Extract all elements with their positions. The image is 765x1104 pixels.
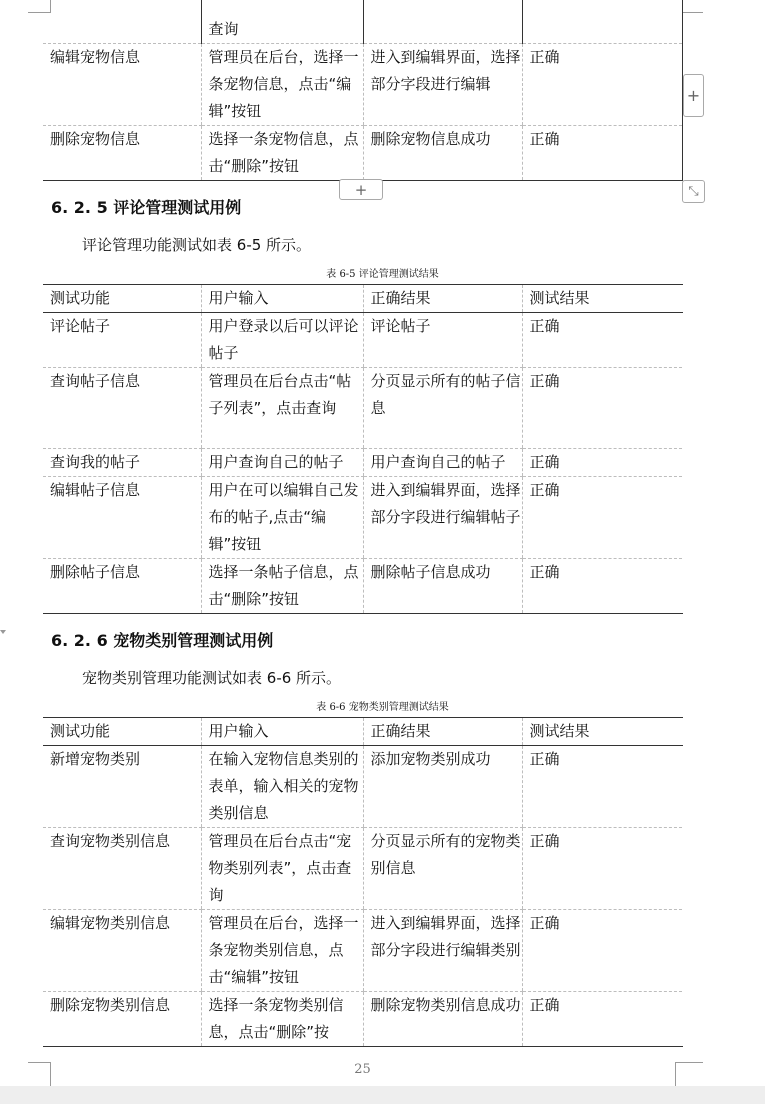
- table-cell: 编辑宠物类别信息: [43, 910, 201, 992]
- table-row: [43, 910, 682, 992]
- table-row: [43, 368, 682, 449]
- table-cell: 在输入宠物信息类别的表单，输入相关的宠物类别信息: [201, 746, 363, 828]
- table-cell: 进入到编辑界面，选择部分字段进行编辑: [363, 44, 522, 126]
- table-header-cell: 测试功能: [43, 718, 201, 746]
- table-header-cell: 正确结果: [363, 718, 522, 746]
- table-cell: 正确: [522, 910, 682, 992]
- table-cell: 查询我的帖子: [43, 449, 201, 477]
- table-cell: 正确: [522, 828, 682, 910]
- table-header-cell: 测试结果: [522, 718, 682, 746]
- add-row-button[interactable]: [339, 179, 383, 200]
- plus-icon: +: [686, 86, 701, 105]
- table-cell: 管理员在后台，选择一条宠物信息，点击“编辑”按钮: [201, 44, 363, 126]
- comment-test-table: [43, 284, 683, 614]
- table-header-cell: 用户输入: [201, 285, 363, 313]
- resize-icon: ⤡: [688, 184, 699, 199]
- table-cell: 删除宠物信息成功: [363, 126, 522, 181]
- table-header-cell: 正确结果: [363, 285, 522, 313]
- pet-category-test-table: [43, 717, 683, 1047]
- margin-marker: [0, 630, 6, 634]
- table-caption-6-6: 表 6-6 宠物类别管理测试结果: [316, 702, 449, 713]
- table-cell: 用户查询自己的帖子: [363, 449, 522, 477]
- table-caption-6-5: 表 6-5 评论管理测试结果: [326, 269, 439, 280]
- table-row: [43, 992, 682, 1047]
- table-cell: 评论帖子: [363, 313, 522, 368]
- table-cell: 编辑宠物信息: [43, 44, 201, 126]
- section-intro-625: 评论管理功能测试如表 6-5 所示。: [82, 236, 312, 254]
- table-cell: 添加宠物类别成功: [363, 746, 522, 828]
- table-header-cell: 测试功能: [43, 285, 201, 313]
- table-cell: 编辑帖子信息: [43, 477, 201, 559]
- table-cell: 正确: [522, 44, 682, 126]
- table-header-row: [43, 718, 682, 746]
- table-cell: 查询: [201, 0, 363, 44]
- table-cell: 正确: [522, 559, 682, 614]
- table-cell: 正确: [522, 449, 682, 477]
- viewer-bottom-strip: [0, 1086, 765, 1104]
- table-cell: 选择一条宠物类别信息，点击“删除”按: [201, 992, 363, 1047]
- table-cell: 正确: [522, 368, 682, 449]
- table-row: [43, 313, 682, 368]
- table-cell: 管理员在后台，选择一条宠物类别信息，点击“编辑”按钮: [201, 910, 363, 992]
- table-row: [43, 0, 682, 44]
- pet-table-continuation: [43, 0, 683, 181]
- table-cell: 管理员在后台点击“帖子列表”，点击查询: [201, 368, 363, 449]
- table-cell: 删除帖子信息: [43, 559, 201, 614]
- plus-icon: +: [354, 180, 368, 199]
- table-cell: 正确: [522, 126, 682, 181]
- table-cell: 选择一条宠物信息，点击“删除”按钮: [201, 126, 363, 181]
- table-resize-handle[interactable]: [682, 180, 705, 203]
- table-cell: 查询宠物类别信息: [43, 828, 201, 910]
- table-cell: 选择一条帖子信息，点击“删除”按钮: [201, 559, 363, 614]
- section-intro-626: 宠物类别管理功能测试如表 6-6 所示。: [82, 669, 342, 687]
- table-cell: 用户查询自己的帖子: [201, 449, 363, 477]
- table-cell: 删除宠物类别信息: [43, 992, 201, 1047]
- table-cell: 删除宠物信息: [43, 126, 201, 181]
- table-row: [43, 449, 682, 477]
- page-number: 25: [354, 1062, 371, 1077]
- table-cell: 用户登录以后可以评论帖子: [201, 313, 363, 368]
- table-cell: 新增宠物类别: [43, 746, 201, 828]
- table-cell: 正确: [522, 313, 682, 368]
- table-cell: 进入到编辑界面，选择部分字段进行编辑帖子: [363, 477, 522, 559]
- table-cell: 分页显示所有的宠物类别信息: [363, 828, 522, 910]
- table-header-cell: 用户输入: [201, 718, 363, 746]
- table-cell: 分页显示所有的帖子信息: [363, 368, 522, 449]
- table-row: [43, 126, 682, 181]
- table-header-row: [43, 285, 682, 313]
- table-cell: 删除宠物类别信息成功: [363, 992, 522, 1047]
- section-heading-625: 6. 2. 5 评论管理测试用例: [51, 198, 242, 217]
- table-cell: 正确: [522, 746, 682, 828]
- table-row: [43, 44, 682, 126]
- crop-mark-top-right: [682, 0, 703, 13]
- table-cell: 管理员在后台点击“宠物类别列表”，点击查询: [201, 828, 363, 910]
- table-cell: 用户在可以编辑自己发布的帖子,点击“编辑”按钮: [201, 477, 363, 559]
- table-cell: 删除帖子信息成功: [363, 559, 522, 614]
- table-cell: 进入到编辑界面，选择部分字段进行编辑类别: [363, 910, 522, 992]
- table-header-cell: 测试结果: [522, 285, 682, 313]
- section-heading-626: 6. 2. 6 宠物类别管理测试用例: [51, 631, 274, 650]
- table-cell: 评论帖子: [43, 313, 201, 368]
- add-column-button[interactable]: [683, 74, 704, 117]
- table-cell: 正确: [522, 477, 682, 559]
- table-cell: 查询帖子信息: [43, 368, 201, 449]
- table-cell: 正确: [522, 992, 682, 1047]
- table-row: [43, 746, 682, 828]
- table-row: [43, 559, 682, 614]
- table-row: [43, 477, 682, 559]
- table-row: [43, 828, 682, 910]
